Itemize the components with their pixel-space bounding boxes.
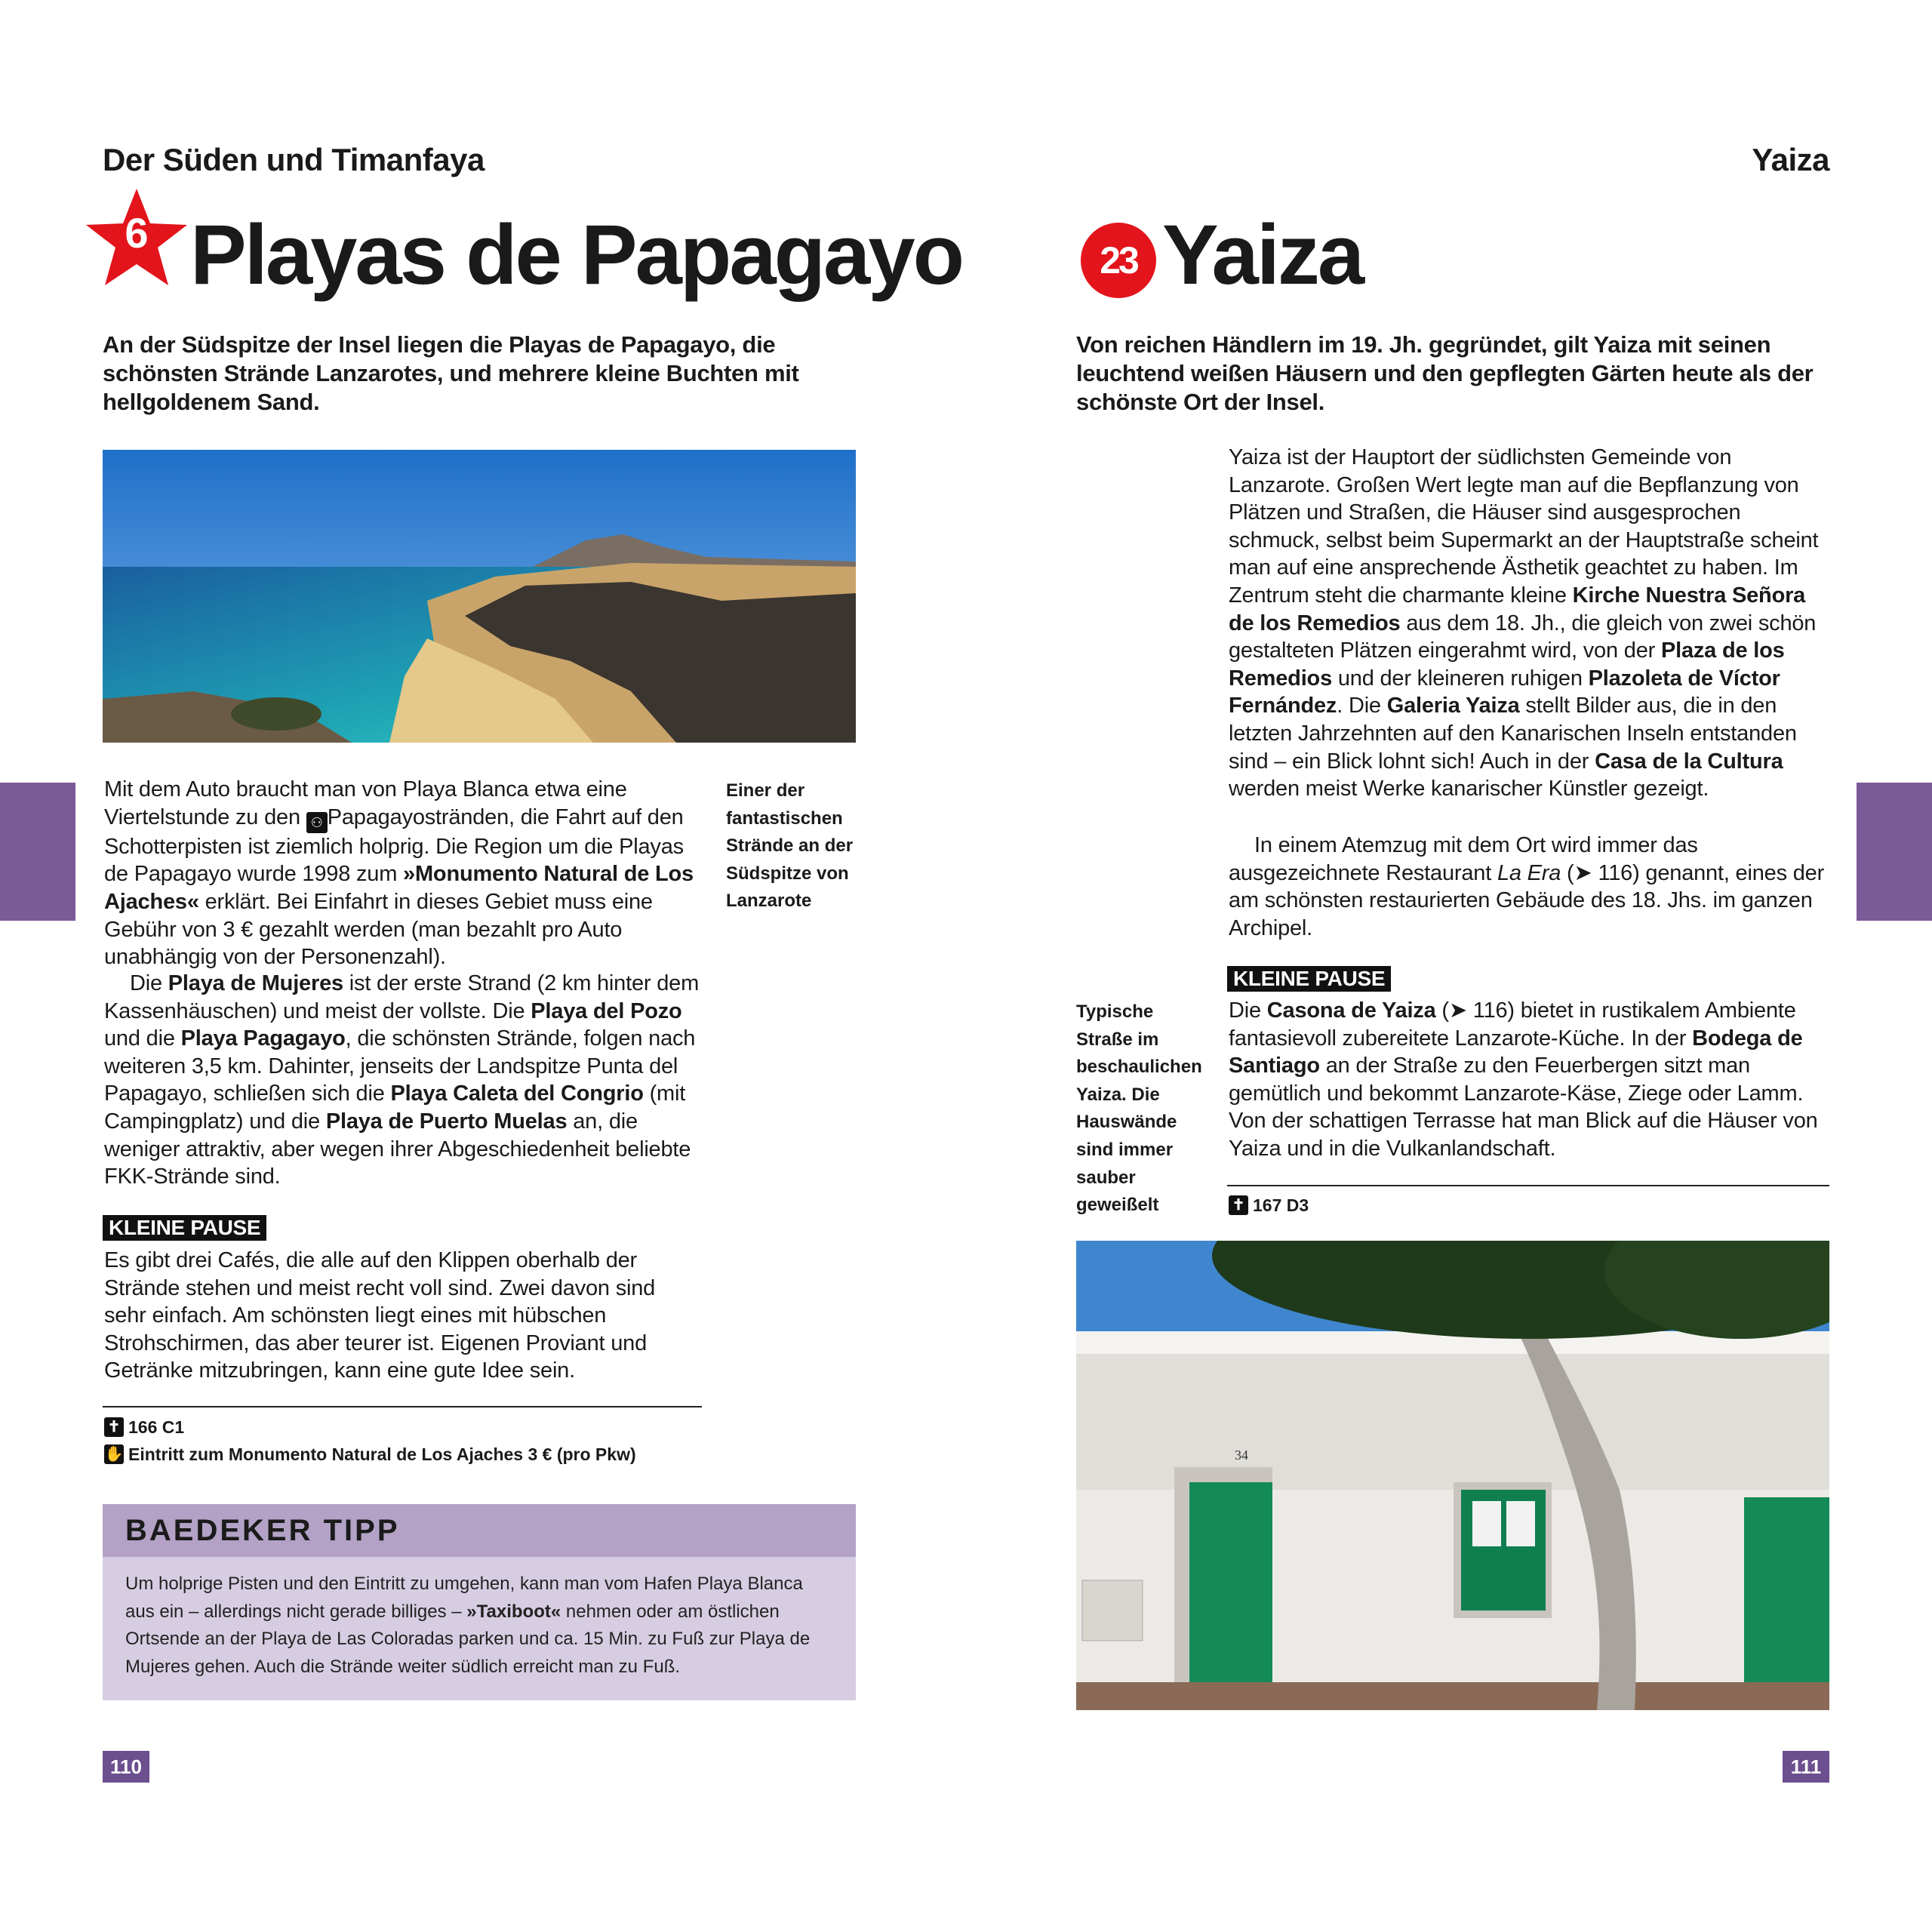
- page-title-right: Yaiza: [1162, 208, 1363, 302]
- map-ref-right: ✝ 167 D3: [1229, 1191, 1309, 1220]
- body-paragraph-2-left: Die Playa de Mujeres ist der erste Strand (2 km hinter dem Kassenhäuschen) und meist der vollste. Die Playa del Pozo und die Playa Pagagayo, die schönsten Strände, folgen nach weiteren 3,5 km. Dahinter, jenseits der Landspitze Punta del Papagayo, schließen sich die Playa Caleta del Congrio (mit Campingplatz) und die Playa de Puerto Muelas an, die weniger attraktiv, aber wegen ihrer Abgeschiedenheit beliebte FKK-Strände sind.: [104, 971, 700, 1189]
- circle-number: 23: [1100, 239, 1137, 281]
- hand-icon: ✋: [104, 1446, 124, 1463]
- map-ref-left: ✝ 166 C1: [104, 1413, 184, 1441]
- running-head-left: Der Süden und Timanfaya: [103, 142, 485, 177]
- beach-photo: [103, 450, 856, 743]
- map-cross-icon: ✝: [1229, 1195, 1248, 1215]
- photo-caption-left: Einer der fantastischen Strände an der Südspitze von Lanzarote: [726, 780, 854, 912]
- divider-right: [1227, 1185, 1829, 1186]
- pause-text-left: Es gibt drei Cafés, die alle auf den Klippen oberhalb der Strände stehen und meist recht voll sind. Zwei davon sind sehr einfach. Am schönsten liegt eines mit hübschen Strohschirmen, das aber teurer ist. Eigenen Proviant und Getränke mitzubringen, kann eine gute Idee sein.: [104, 1248, 656, 1383]
- side-tab-right: [1857, 783, 1932, 921]
- family-icon: ⚇: [306, 812, 328, 833]
- pause-label-left: KLEINE PAUSE: [103, 1215, 266, 1241]
- lead-right: Von reichen Händlern im 19. Jh. gegründet, gilt Yaiza mit seinen leuchtend weißen Häusern und den gepflegten Gärten heute als der schönste Ort der Insel.: [1076, 331, 1814, 415]
- divider-left: [103, 1406, 702, 1407]
- entry-info-left: ✋ Eintritt zum Monumento Natural de Los Ajaches 3 € (pro Pkw): [104, 1444, 636, 1464]
- body-paragraph-2-right: In einem Atemzug mit dem Ort wird immer das ausgezeichnete Restaurant La Era (➤ 116) genannt, eines der am schönsten restaurierten Gebäude des 18. Jhs. im ganzen Archipel.: [1229, 833, 1825, 940]
- page-number-right: 111: [1783, 1751, 1829, 1783]
- circle-number-icon: [1081, 223, 1156, 298]
- house-number: 34: [1235, 1447, 1248, 1463]
- pause-text-right: Die Casona de Yaiza (➤ 116) bietet in rustikalem Ambiente fantasievoll zubereitete Lanzarote-Küche. In der Bodega de Santiago an der Straße zu den Feuerbergen sitzt man gemütlich und bekommt Lanzarote-Käse, Ziege oder Lamm. Von der schattigen Terrasse hat man Blick auf die Häuser von Yaiza und in die Vulkanlandschaft.: [1229, 998, 1818, 1161]
- map-cross-icon: ✝: [104, 1417, 124, 1437]
- page-number-left: 110: [103, 1751, 149, 1783]
- star-number-icon: [82, 186, 192, 291]
- lead-left: An der Südspitze der Insel liegen die Playas de Papagayo, die schönsten Strände Lanzarotes, und mehrere kleine Buchten mit hellgoldenem Sand.: [103, 331, 799, 415]
- tipp-text: Um holprige Pisten und den Eintritt zu umgehen, kann man vom Hafen Playa Blanca aus ein – allerdings nicht gerade billiges – »Taxiboot« nehmen oder am östlichen Ortsende an der Playa de Las Coloradas parken und ca. 15 Min. zu Fuß zur Playa de Mujeres gehen. Auch die Strände weiter südlich erreicht man zu Fuß.: [103, 1557, 856, 1700]
- page-title-left: Playas de Papagayo: [190, 208, 963, 302]
- house-photo: [1076, 1241, 1829, 1710]
- photo-caption-right: Typische Straße im beschaulichen Yaiza. Die Hauswände sind immer sauber geweißelt: [1076, 1001, 1202, 1216]
- side-tab-left: [0, 783, 75, 921]
- body-paragraph-1-left: Mit dem Auto braucht man von Playa Blanca etwa eine Viertelstunde zu den ⚇ Papagayostränden, die Fahrt auf den Schotterpisten ist ziemlich holprig. Die Region um die Playas de Papagayo wurde 1998 zum »Monumento Natural de Los Ajaches« erklärt. Bei Einfahrt in dieses Gebiet muss eine Gebühr von 3 € gezahlt werden (man bezahlt pro Auto unabhängig von der Personenzahl).: [104, 777, 694, 970]
- star-number: 6: [125, 209, 149, 257]
- baedeker-tipp-box: [103, 1504, 856, 1700]
- running-head-right: Yaiza: [1752, 142, 1829, 177]
- pause-label-right: KLEINE PAUSE: [1227, 966, 1391, 992]
- body-paragraph-1-right: Yaiza ist der Hauptort der südlichsten Gemeinde von Lanzarote. Großen Wert legte man auf die Bepflanzung von Plätzen und Straßen, die Häuser sind ausgesprochen schmuck, selbst beim Supermarkt an der Hauptstraße scheint man auf eine ansprechende Ästhetik geachtet zu haben. Im Zentrum steht die charmante kleine Kirche Nuestra Señora de los Remedios aus dem 18. Jh., die gleich von zwei schön gestalteten Plätzen eingerahmt wird, von der Plaza de los Remedios und der kleineren ruhigen Plazoleta de Víctor Fernández. Die Galeria Yaiza stellt Bilder aus, die in den letzten Jahrzehnten auf den Kanarischen Inseln entstanden sind – ein Blick lohnt sich! Auch in der Casa de la Cultura werden meist Werke kanarischer Künstler gezeigt.: [1229, 445, 1819, 801]
- tipp-title: BAEDEKER TIPP: [103, 1504, 856, 1557]
